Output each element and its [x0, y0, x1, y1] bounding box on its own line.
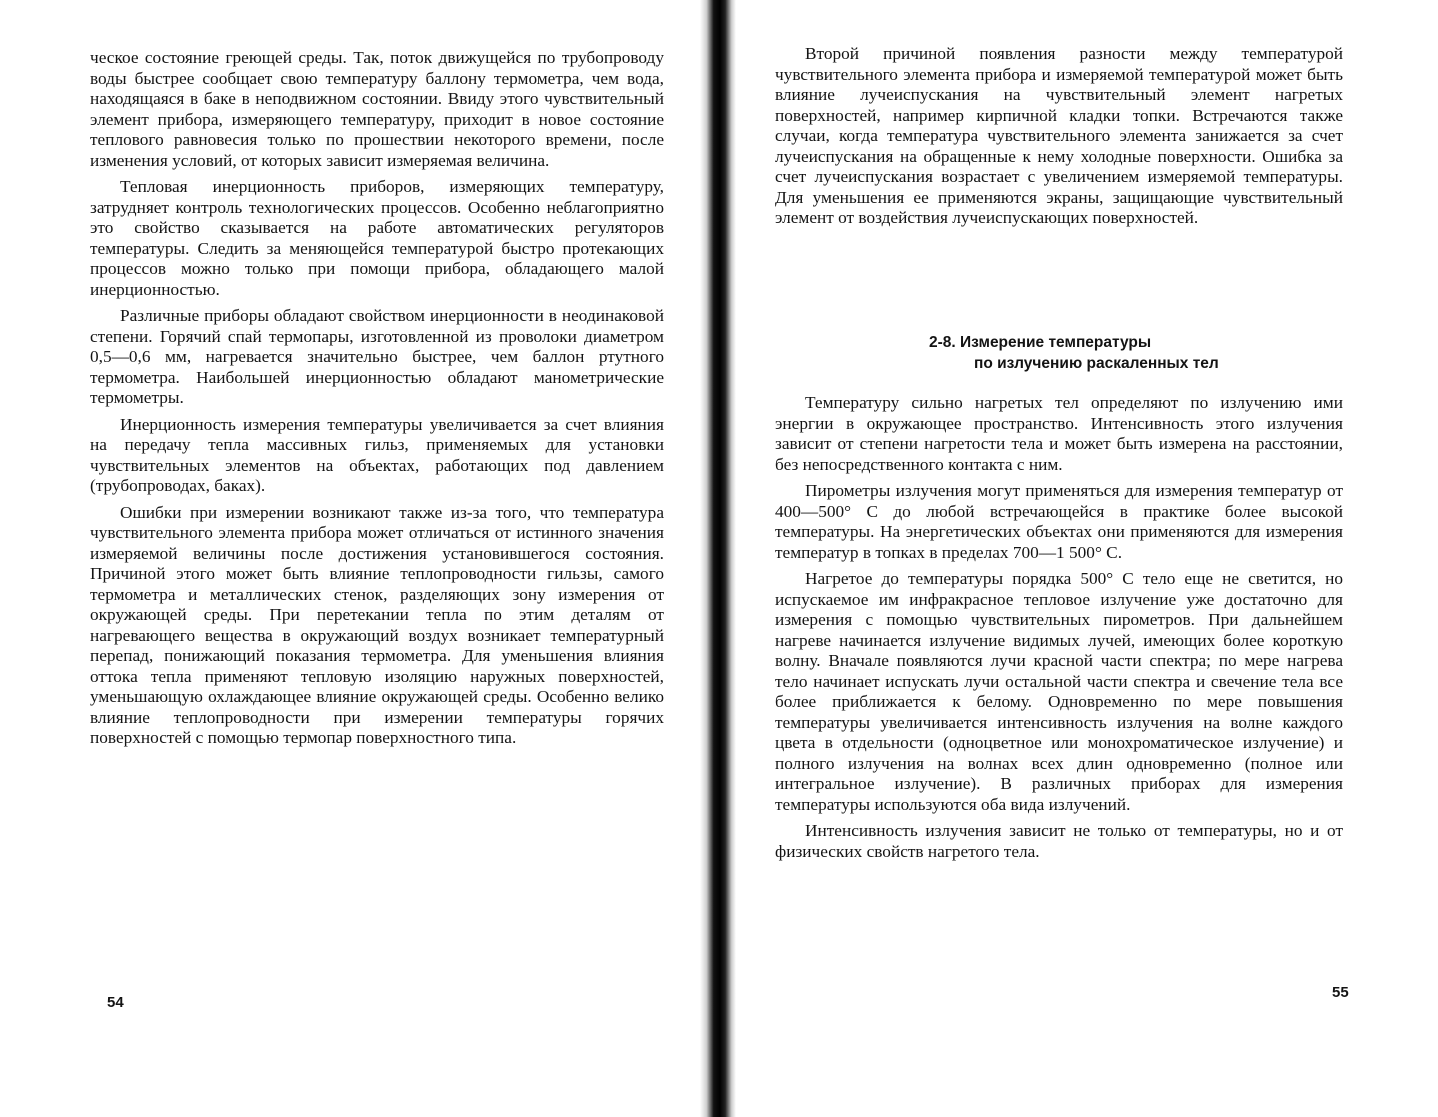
section-heading-line-2: по излучению раскаленных тел [974, 355, 1219, 372]
paragraph: Температуру сильно нагретых тел определяют по излучению ими энергии в окружающее пространство. Интенсивность этого излучения зависит от степени нагретости тела и может быть измерена на расстоянии, без непосредственного контакта с ним. [775, 393, 1343, 474]
section-heading-line-1: 2-8. Измерение температуры [929, 334, 1152, 351]
paragraph: Пирометры излучения могут применяться для измерения температур от 400—500° С до любой встречающейся в практике более высокой температуры. На энергетических объектах они применяются для измерения температур в топках в пределах 700—1 500° С. [775, 481, 1343, 562]
left-page-text [90, 48, 664, 749]
right-page-section-text [775, 393, 1343, 862]
left-page [0, 0, 700, 1117]
paragraph: ческое состояние греющей среды. Так, поток движущейся по трубопроводу воды быстрее сообщает свою температуру баллону термометра, чем вода, находящаяся в баке в неподвижном состоянии. Ввиду этого чувствительный элемент прибора, измеряющего температуру, приходит в новое состояние теплового равновесия только по прошествии некоторого времени, после изменения условий, от которых зависит измеряемая величина. [90, 48, 664, 170]
paragraph: Различные приборы обладают свойством инерционности в неодинаковой степени. Горячий спай термопары, изготовленной из проволоки диаметром 0,5—0,6 мм, нагревается значительно быстрее, чем баллон ртутного термометра. Наибольшей инерционностью обладают манометрические термометры. [90, 306, 664, 407]
book-spine [700, 0, 736, 1117]
right-page-intro-text [775, 44, 1343, 229]
paragraph: Ошибки при измерении возникают также из-за того, что температура чувствительного элемента прибора может отличаться от истинного значения измеряемой величины после достижения установившегося состояния. Причиной этого может быть влияние теплопроводности гильзы, самого термометра и металлических стенок, разделяющих зону измерения от окружающей среды. При перетекании тепла по этим деталям от нагревающего вещества в окружающий воздух возникает температурный перепад, понижающий показания термометра. Для уменьшения влияния оттока тепла применяют тепловую изоляцию наружных поверхностей, уменьшающую охлаждающее влияние окружающей среды. Особенно велико влияние теплопроводности при измерении температуры горячих поверхностей с помощью термопар поверхностного типа. [90, 502, 664, 747]
right-page [736, 0, 1438, 1117]
paragraph: Второй причиной появления разности между температурой чувствительного элемента прибора и измеряемой температурой может быть влияние лучеиспускания на чувствительный элемент нагретых поверхностей, например кирпичной кладки топки. Встречаются также случаи, когда температура чувствительного элемента занижается за счет лучеиспускания на обращенные к нему холодные поверхности. Ошибка за счет лучеиспускания возрастает с увеличением измеряемой температуры. Для уменьшения ее применяются экраны, защищающие чувствительный элемент от воздействия лучеиспускающих поверхностей. [775, 44, 1343, 227]
page-number: 54 [107, 994, 124, 1011]
page-number: 55 [1332, 984, 1349, 1001]
paragraph: Нагретое до температуры порядка 500° С тело еще не светится, но испускаемое им инфракрасное тепловое излучение уже достаточно для измерения с помощью чувствительных пирометров. При дальнейшем нагреве начинается излучение видимых лучей, имеющих более короткую волну. Вначале появляются лучи красной части спектра; по мере нагрева тело начинает испускать лучи остальной части спектра и свечение тела все более приближается к белому. Одновременно по мере повышения температуры увеличивается интенсивность излучения на волне каждого цвета в отдельности (одноцветное или монохроматическое излучение) и полного излучения на волнах всех длин одновременно (полное или интегральное излучение). В различных приборах для измерения температуры используются оба вида излучений. [775, 569, 1343, 814]
paragraph: Тепловая инерционность приборов, измеряющих температуру, затрудняет контроль технологических процессов. Особенно неблагоприятно это свойство сказывается на работе автоматических регуляторов температуры. Следить за меняющейся температурой быстро протекающих процессов можно только при помощи прибора, обладающего малой инерционностью. [90, 177, 664, 299]
paragraph: Инерционность измерения температуры увеличивается за счет влияния на передачу тепла массивных гильз, применяемых для установки чувствительных элементов на объектах, работающих под давлением (трубопроводах, баках). [90, 414, 664, 495]
section-heading [736, 332, 1438, 374]
paragraph: Интенсивность излучения зависит не только от температуры, но и от физических свойств нагретого тела. [775, 821, 1343, 861]
